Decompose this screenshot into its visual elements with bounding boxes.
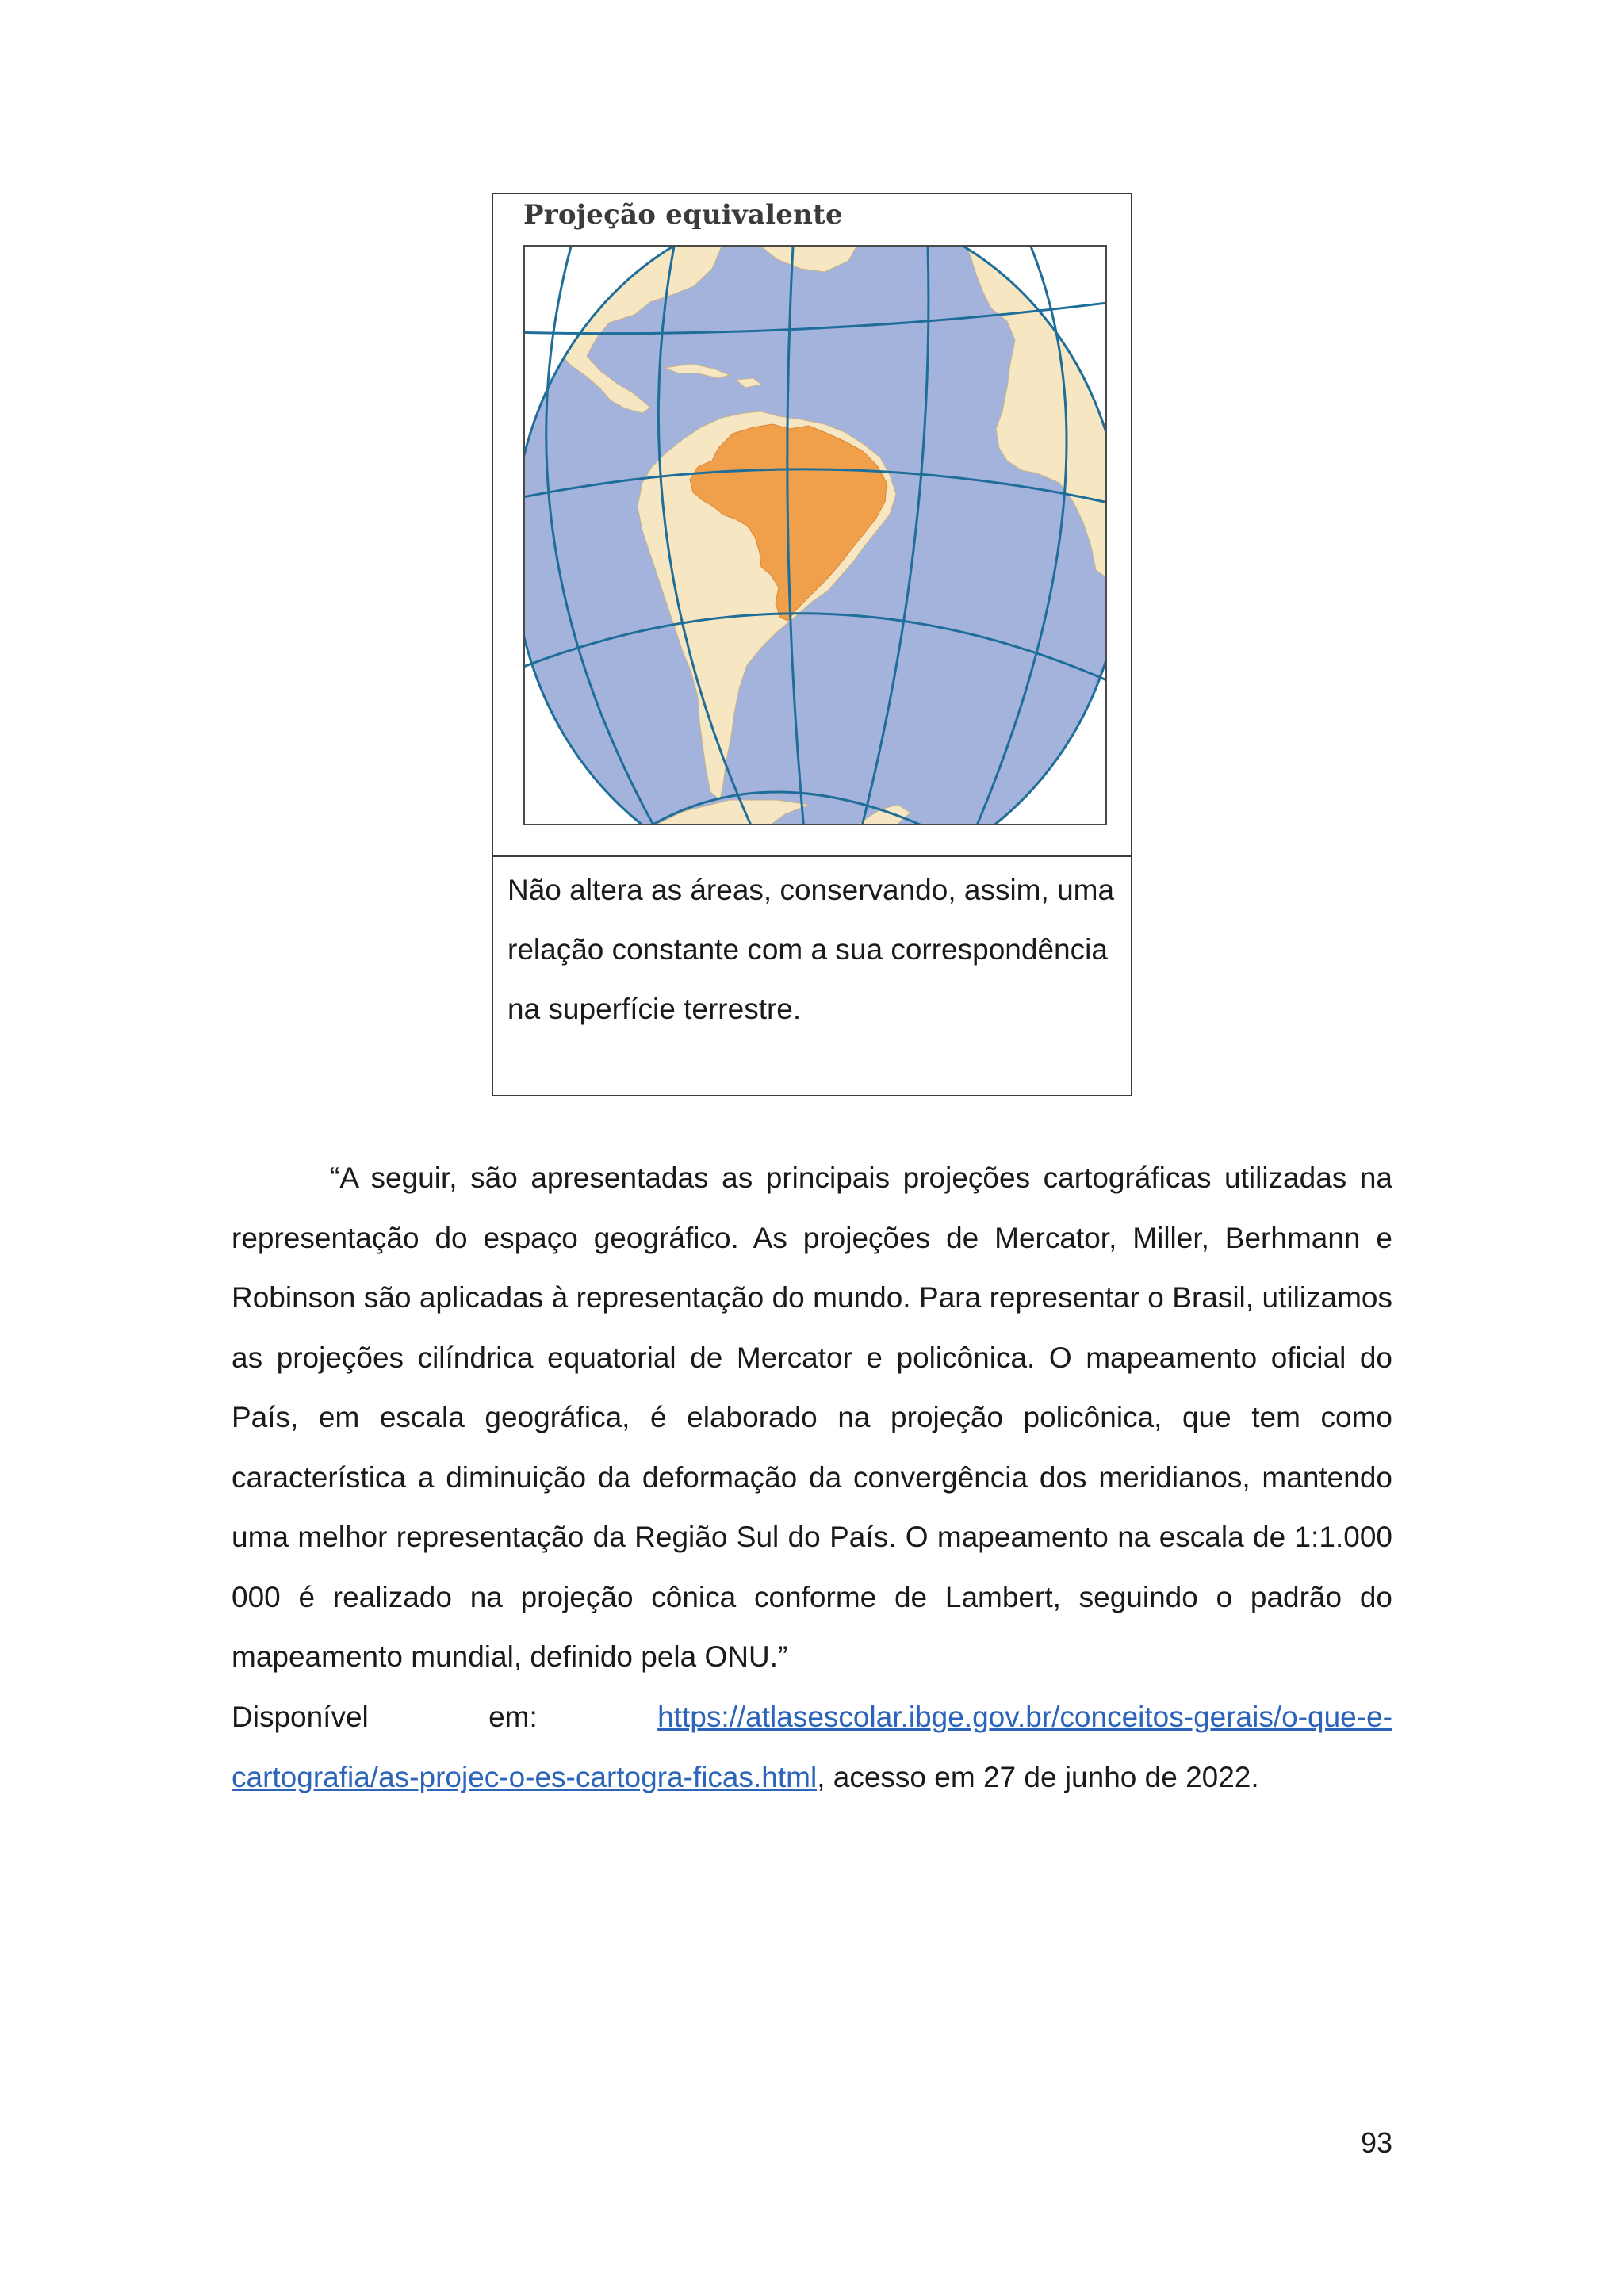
source-link-part-2[interactable]: cartografia/as-projec-o-es-cartogra-ficas.html (232, 1761, 818, 1793)
figure-map-cell (493, 194, 1131, 857)
caption-line: na superfície terrestre. (508, 993, 802, 1025)
source-line-1 (232, 1687, 1392, 1747)
figure-caption (508, 857, 1118, 1039)
source-link-part-1[interactable]: https://atlasescolar.ibge.gov.br/conceitos-gerais/o-que-e- (657, 1701, 1392, 1733)
figure-table (492, 193, 1132, 1096)
source-line-2 (232, 1747, 1392, 1808)
page-number: 93 (1360, 2126, 1392, 2159)
caption-line: relação constante com a sua correspondência (508, 933, 1108, 966)
body-paragraph-block (232, 1148, 1392, 1687)
caption-line: Não altera as áreas, conservando, assim, uma (508, 874, 1115, 906)
map-image (523, 245, 1107, 825)
map-title: Projeção equivalente (523, 199, 843, 231)
quoted-paragraph: “A seguir, são apresentadas as principais projeções cartográficas utilizadas na representação do espaço geográfico. As projeções de Mercator, Miller, Berhmann e Robinson são aplicadas à representação do mundo. Para representar o Brasil, utilizamos as projeções cilíndrica equatorial de Mercator e policônica. O mapeamento oficial do País, em escala geográfica, é elaborado na projeção policônica, que tem como característica a diminuição da deformação da convergência dos meridianos, mantendo uma melhor representação da Região Sul do País. O mapeamento na escala de 1:1.000 000 é realizado na projeção cônica conforme de Lambert, seguindo o padrão do mapeamento mundial, definido pela ONU.” (232, 1161, 1392, 1673)
source-access-date: , acesso em 27 de junho de 2022. (817, 1761, 1259, 1793)
source-em: em: (488, 1701, 538, 1733)
source-label: Disponível (232, 1701, 369, 1733)
